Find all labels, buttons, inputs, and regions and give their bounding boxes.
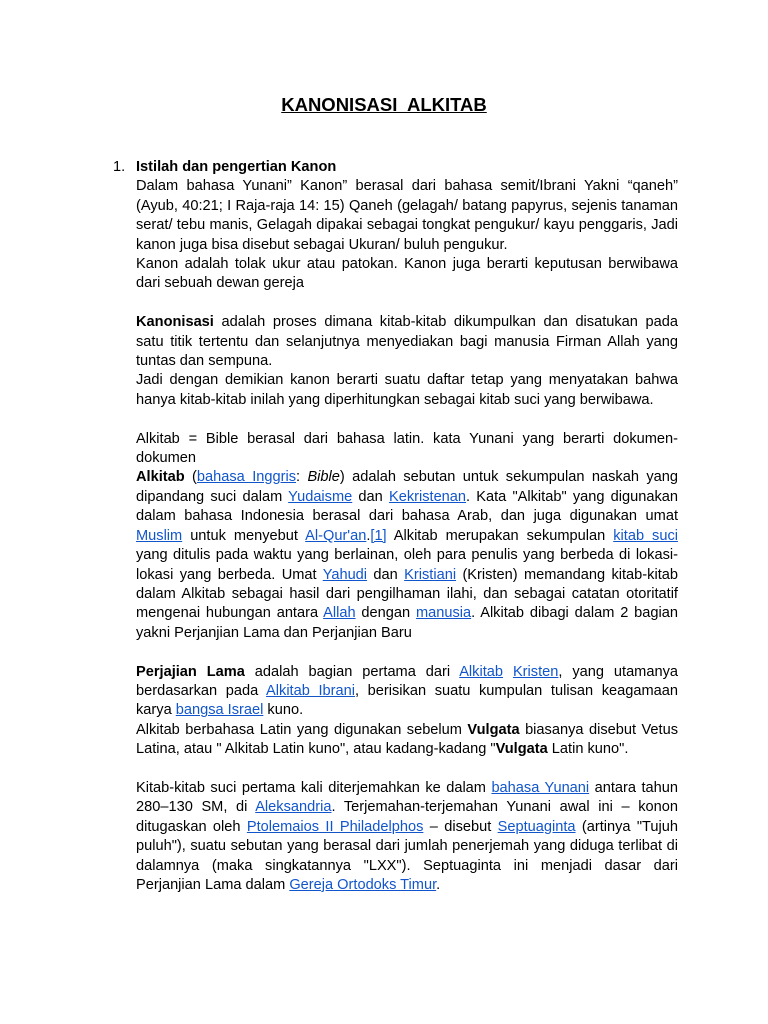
text-span: Latin kuno".	[547, 741, 629, 758]
text-span: . Alkitab dibagi dalam 2 bagian yakni Perjanjian Lama dan Perjanjian Baru	[136, 605, 678, 641]
paragraph-kanonisasi	[136, 313, 678, 371]
term-vulgata: Vulgata	[467, 721, 520, 738]
text-span: dan	[352, 488, 389, 505]
document-title: KANONISASI ALKITAB	[281, 94, 487, 115]
term-alkitab: Alkitab	[136, 469, 185, 486]
link-aleksandria[interactable]: Aleksandria	[255, 799, 332, 816]
link-bangsa-israel[interactable]: bangsa Israel	[175, 702, 264, 719]
text-span: yang ditulis pada waktu yang berlainan, oleh para penulis yang berbeda di lokasi-lokasi yang berbeda. Umat	[136, 547, 678, 583]
link-muslim[interactable]: Muslim	[136, 527, 183, 544]
link-manusia[interactable]: manusia	[415, 605, 472, 622]
section-content	[136, 158, 678, 895]
text-span: , berisikan suatu kumpulan tulisan keagamaan karya	[136, 682, 678, 719]
section-heading: Istilah dan pengertian Kanon	[136, 159, 337, 175]
paragraph-spacer	[136, 294, 678, 313]
term-kanonisasi: Kanonisasi	[136, 314, 214, 331]
link-bahasa-yunani[interactable]: bahasa Yunani	[491, 779, 590, 796]
list-number: 1.	[113, 159, 126, 175]
text-span: – disebut	[423, 818, 498, 835]
text-span: adalah proses dimana kitab-kitab dikumpulkan dan disatukan pada satu titik tertentu dan selanjutnya menyediakan bagi manusia Firman Allah yang tuntas dan sempuna.	[136, 314, 678, 370]
text-span: adalah bagian pertama dari	[244, 663, 460, 680]
link-yudaisme[interactable]: Yudaisme	[288, 488, 353, 505]
text-span: dengan	[355, 605, 416, 622]
link-al-quran[interactable]: Al-Qur'an	[305, 527, 367, 544]
link-alkitab-ibrani[interactable]: Alkitab Ibrani	[266, 682, 355, 699]
text-span: Alkitab berbahasa Latin yang digunakan sebelum	[136, 721, 468, 738]
text-span: . Kata "Alkitab" yang digunakan dalam bahasa Indonesia berasal dari bahasa Arab, dan juga digunakan umat	[136, 488, 678, 525]
link-septuaginta[interactable]: Septuaginta	[497, 818, 576, 835]
paragraph-alkitab-description	[136, 468, 678, 643]
text-span: .	[436, 876, 441, 893]
paragraph-perjanjian-lama	[136, 663, 678, 721]
text-span: (	[184, 469, 197, 486]
text-span: antara tahun 280–130 SM, di	[136, 779, 678, 816]
link-bahasa-inggris[interactable]: bahasa Inggris	[196, 469, 296, 486]
link-kristiani[interactable]: Kristiani	[404, 566, 457, 583]
text-span: untuk menyebut	[182, 527, 306, 544]
link-ptolemaios[interactable]: Ptolemaios II Philadelphos	[246, 818, 424, 835]
link-yahudi[interactable]: Yahudi	[322, 566, 368, 583]
paragraph-spacer	[136, 643, 678, 662]
text-span: biasanya disebut Vetus Latina, atau " Alkitab Latin kuno", atau kadang-kadang "	[136, 721, 678, 758]
link-gereja-ortodoks-timur[interactable]: Gereja Ortodoks Timur	[289, 876, 437, 893]
paragraph-septuaginta	[136, 779, 678, 895]
text-span: ) adalah sebutan untuk sekumpulan naskah yang dipandang suci dalam	[136, 469, 678, 505]
paragraph-kanon-definition: Kanon adalah tolak ukur atau patokan. Kanon juga berarti keputusan berwibawa dari sebuah dewan gereja	[136, 256, 678, 292]
term-vulgata: Vulgata	[495, 741, 548, 758]
text-span: (artinya "Tujuh puluh"), suatu sebutan yang berasal dari jumlah penerjemah yang diduga terlibat di dalamnya (maka singkatannya "LXX"). Septuaginta ini menjadi dasar dari Perjanjian Lama dalam	[136, 818, 679, 893]
link-kitab-suci[interactable]: kitab suci	[613, 527, 678, 544]
text-span: Kitab-kitab suci pertama kali diterjemahkan ke dalam	[136, 779, 492, 796]
paragraph-kanon-list: Jadi dengan demikian kanon berarti suatu daftar tetap yang menyatakan bahwa hanya kitab-kitab inilah yang diperhitungkan sebagai kitab suci yang berwibawa.	[136, 372, 678, 408]
link-allah[interactable]: Allah	[323, 605, 356, 622]
text-span: Alkitab merupakan sekumpulan	[386, 527, 614, 544]
paragraph-vulgata	[136, 721, 678, 760]
text-span: dan	[367, 566, 405, 583]
text-span: kuno.	[263, 702, 304, 719]
paragraph-alkitab-bible: Alkitab = Bible berasal dari bahasa latin. kata Yunani yang berarti dokumen-dokumen	[136, 430, 678, 467]
paragraph-spacer	[136, 410, 678, 429]
text-span: . Terjemahan-terjemahan Yunani awal ini – konon ditugaskan oleh	[136, 799, 679, 835]
link-kekristenan[interactable]: Kekristenan	[388, 488, 467, 505]
term-perjanjian-lama: Perjajian Lama	[136, 663, 245, 680]
text-span: .	[366, 527, 371, 544]
link-footnote-1[interactable]: [1]	[370, 527, 387, 544]
link-kristen[interactable]: Kristen	[512, 663, 559, 680]
text-span: , yang utamanya berdasarkan pada	[136, 663, 678, 699]
paragraph-kanon-etymology: Dalam bahasa Yunani” Kanon” berasal dari bahasa semit/Ibrani Yakni “qaneh” (Ayub, 40:21; I Raja-raja 14: 15) Qaneh (gelagah/ batang papyrus, sejenis tanaman serat/ tebu manis, Gelagah dipakai sebagai tongkat pengukur/ kayu penggaris, Jadi kanon juga bisa disebut sebagai Ukuran/ buluh pengukur.	[136, 178, 678, 253]
text-span: (Kristen) memandang kitab-kitab dalam Alkitab sebagai hasil dari pengilhaman ilahi, dan sebagai catatan otoritatif mengenai hubungan antara	[136, 566, 678, 622]
text-span	[503, 664, 513, 680]
link-alkitab[interactable]: Alkitab	[459, 663, 504, 680]
paragraph-spacer	[136, 760, 678, 779]
term-bible: Bible	[307, 469, 340, 486]
text-span: :	[296, 469, 308, 486]
